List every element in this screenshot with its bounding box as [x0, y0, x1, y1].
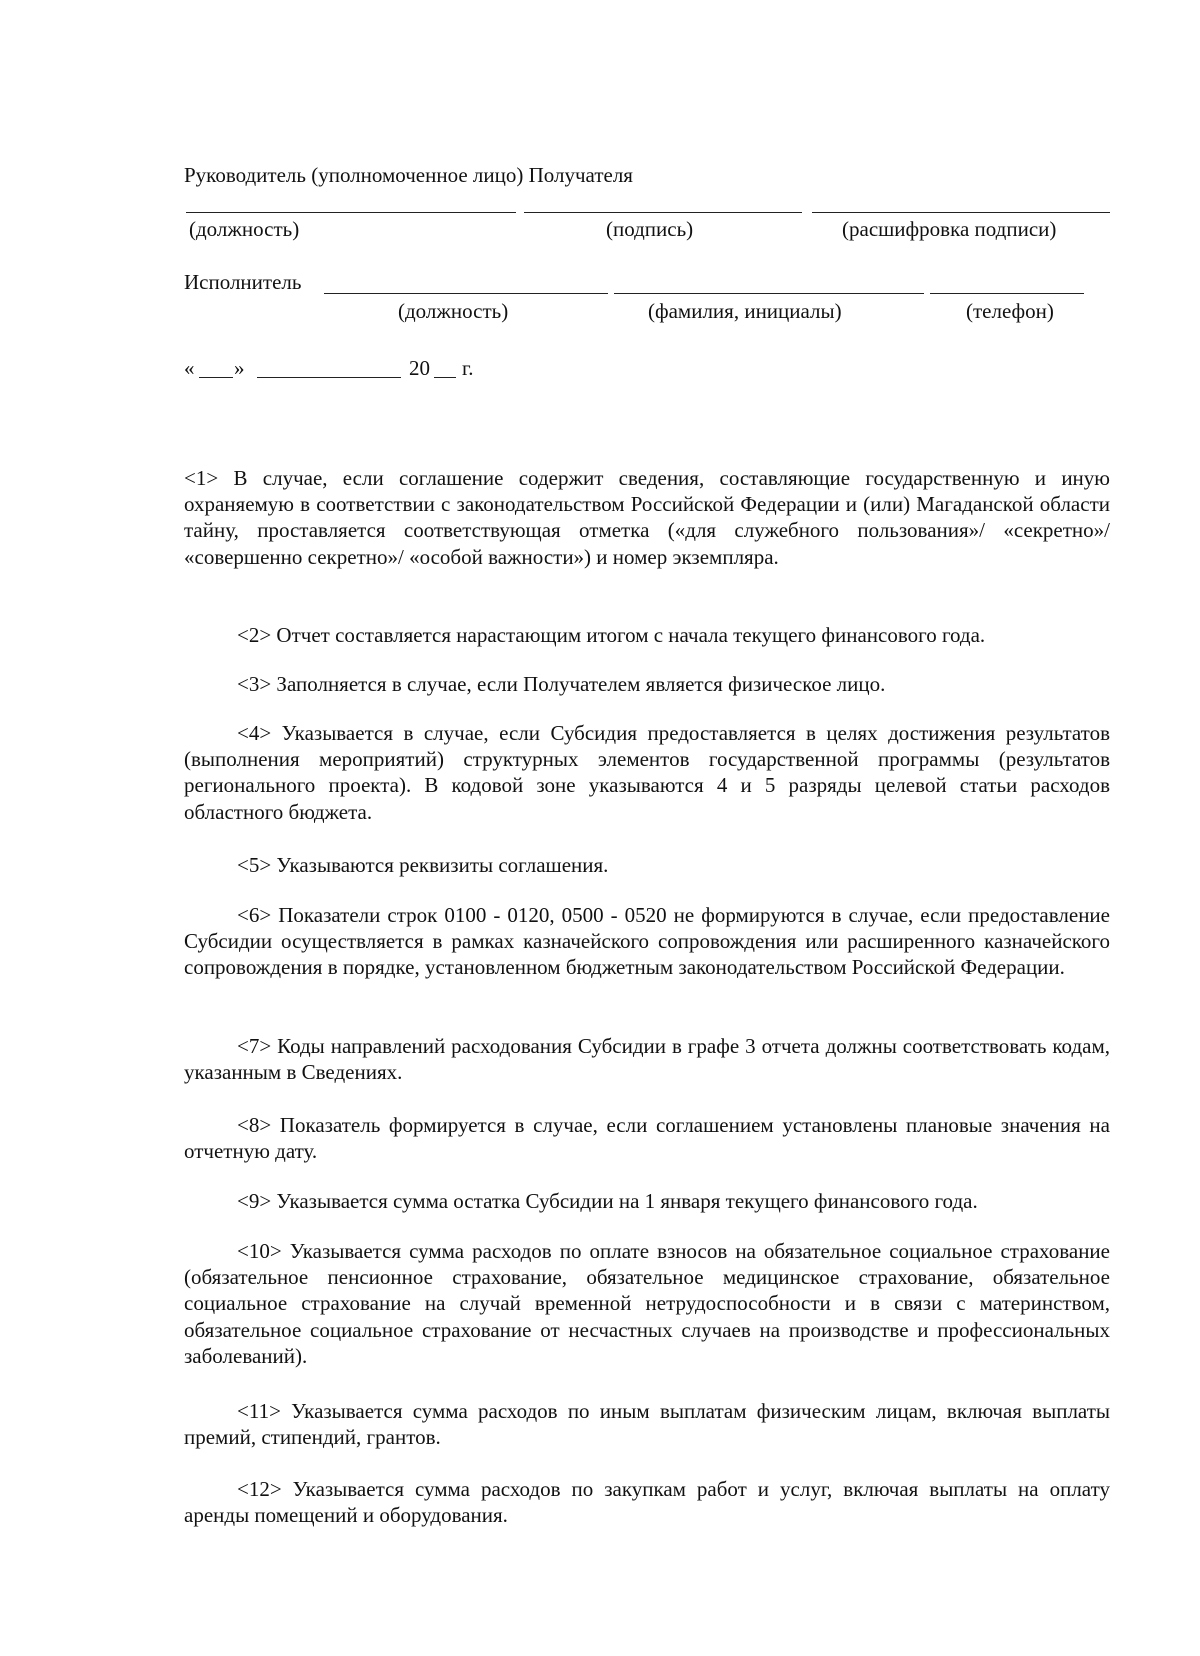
footnote-3: <3> Заполняется в случае, если Получателем является физическое лицо. — [237, 672, 886, 696]
footnote-7: <7> Коды направлений расходования Субсидии в графе 3 отчета должны соответствовать кодам, указанным в Сведениях. — [184, 1034, 1110, 1085]
date-year-line[interactable] — [434, 377, 456, 378]
executor-name-line[interactable] — [614, 293, 924, 294]
executor-label: Исполнитель — [184, 270, 302, 294]
footnote-11: <11> Указывается сумма расходов по иным выплатам физическим лицам, включая выплаты премий, стипендий, грантов. — [184, 1399, 1110, 1450]
footnote-1: <1> В случае, если соглашение содержит сведения, составляющие государственную и иную охраняемую в соответствии с законодательством Российской Федерации и (или) Магаданской области тайну, проставляется соответствующая отметка («для служебного пользования»/ «секретно»/ «совершенно секретно»/ «особой важности») и номер экземпляра. — [184, 466, 1110, 569]
date-close-quote: » — [234, 356, 245, 380]
footnote-10: <10> Указывается сумма расходов по оплате взносов на обязательное социальное страхование (обязательное пенсионное страхование, обязательное медицинское страхование, обязательное социальное страхование на случай временной нетрудоспособности и в связи с материнством, обязательное социальное страхование от несчастных случаев на производстве и профессиональных заболеваний). — [184, 1239, 1110, 1368]
footnote-5: <5> Указываются реквизиты соглашения. — [237, 853, 609, 877]
head-decoding-caption: (расшифровка подписи) — [842, 217, 1057, 241]
footnote-4: <4> Указывается в случае, если Субсидия предоставляется в целях достижения результатов (выполнения мероприятий) структурных элементов государственной программы (результатов регионального проекта). В кодовой зоне указываются 4 и 5 разряды целевой статьи расходов областного бюджета. — [184, 721, 1110, 824]
executor-position-line[interactable] — [324, 293, 608, 294]
date-month-line[interactable] — [257, 377, 401, 378]
head-signature-label: Руководитель (уполномоченное лицо) Получателя — [184, 163, 633, 187]
executor-phone-line[interactable] — [930, 293, 1084, 294]
head-signature-caption: (подпись) — [606, 217, 694, 241]
footnote-2: <2> Отчет составляется нарастающим итогом с начала текущего финансового года. — [237, 623, 986, 647]
head-position-caption: (должность) — [189, 217, 300, 241]
head-position-line[interactable] — [186, 212, 516, 213]
footnote-6: <6> Показатели строк 0100 - 0120, 0500 - 0520 не формируются в случае, если предоставление Субсидии осуществляется в рамках казначейского сопровождения или расширенного казначейского сопровождения в порядке, установленном бюджетным законодательством Российской Федерации. — [184, 903, 1110, 980]
footnote-9: <9> Указывается сумма остатка Субсидии на 1 января текущего финансового года. — [237, 1189, 978, 1213]
executor-phone-caption: (телефон) — [966, 299, 1054, 323]
date-open-quote: « — [184, 356, 195, 380]
head-decoding-line[interactable] — [812, 212, 1110, 213]
footnote-8: <8> Показатель формируется в случае, если соглашением установлены плановые значения на отчетную дату. — [184, 1113, 1110, 1164]
executor-position-caption: (должность) — [398, 299, 509, 323]
head-signature-line[interactable] — [524, 212, 802, 213]
footnote-12: <12> Указывается сумма расходов по закупкам работ и услуг, включая выплаты на оплату аренды помещений и оборудования. — [184, 1477, 1110, 1528]
date-year-suffix: г. — [462, 356, 474, 380]
date-day-line[interactable] — [199, 377, 233, 378]
executor-name-caption: (фамилия, инициалы) — [648, 299, 842, 323]
date-year-prefix: 20 — [409, 356, 430, 380]
